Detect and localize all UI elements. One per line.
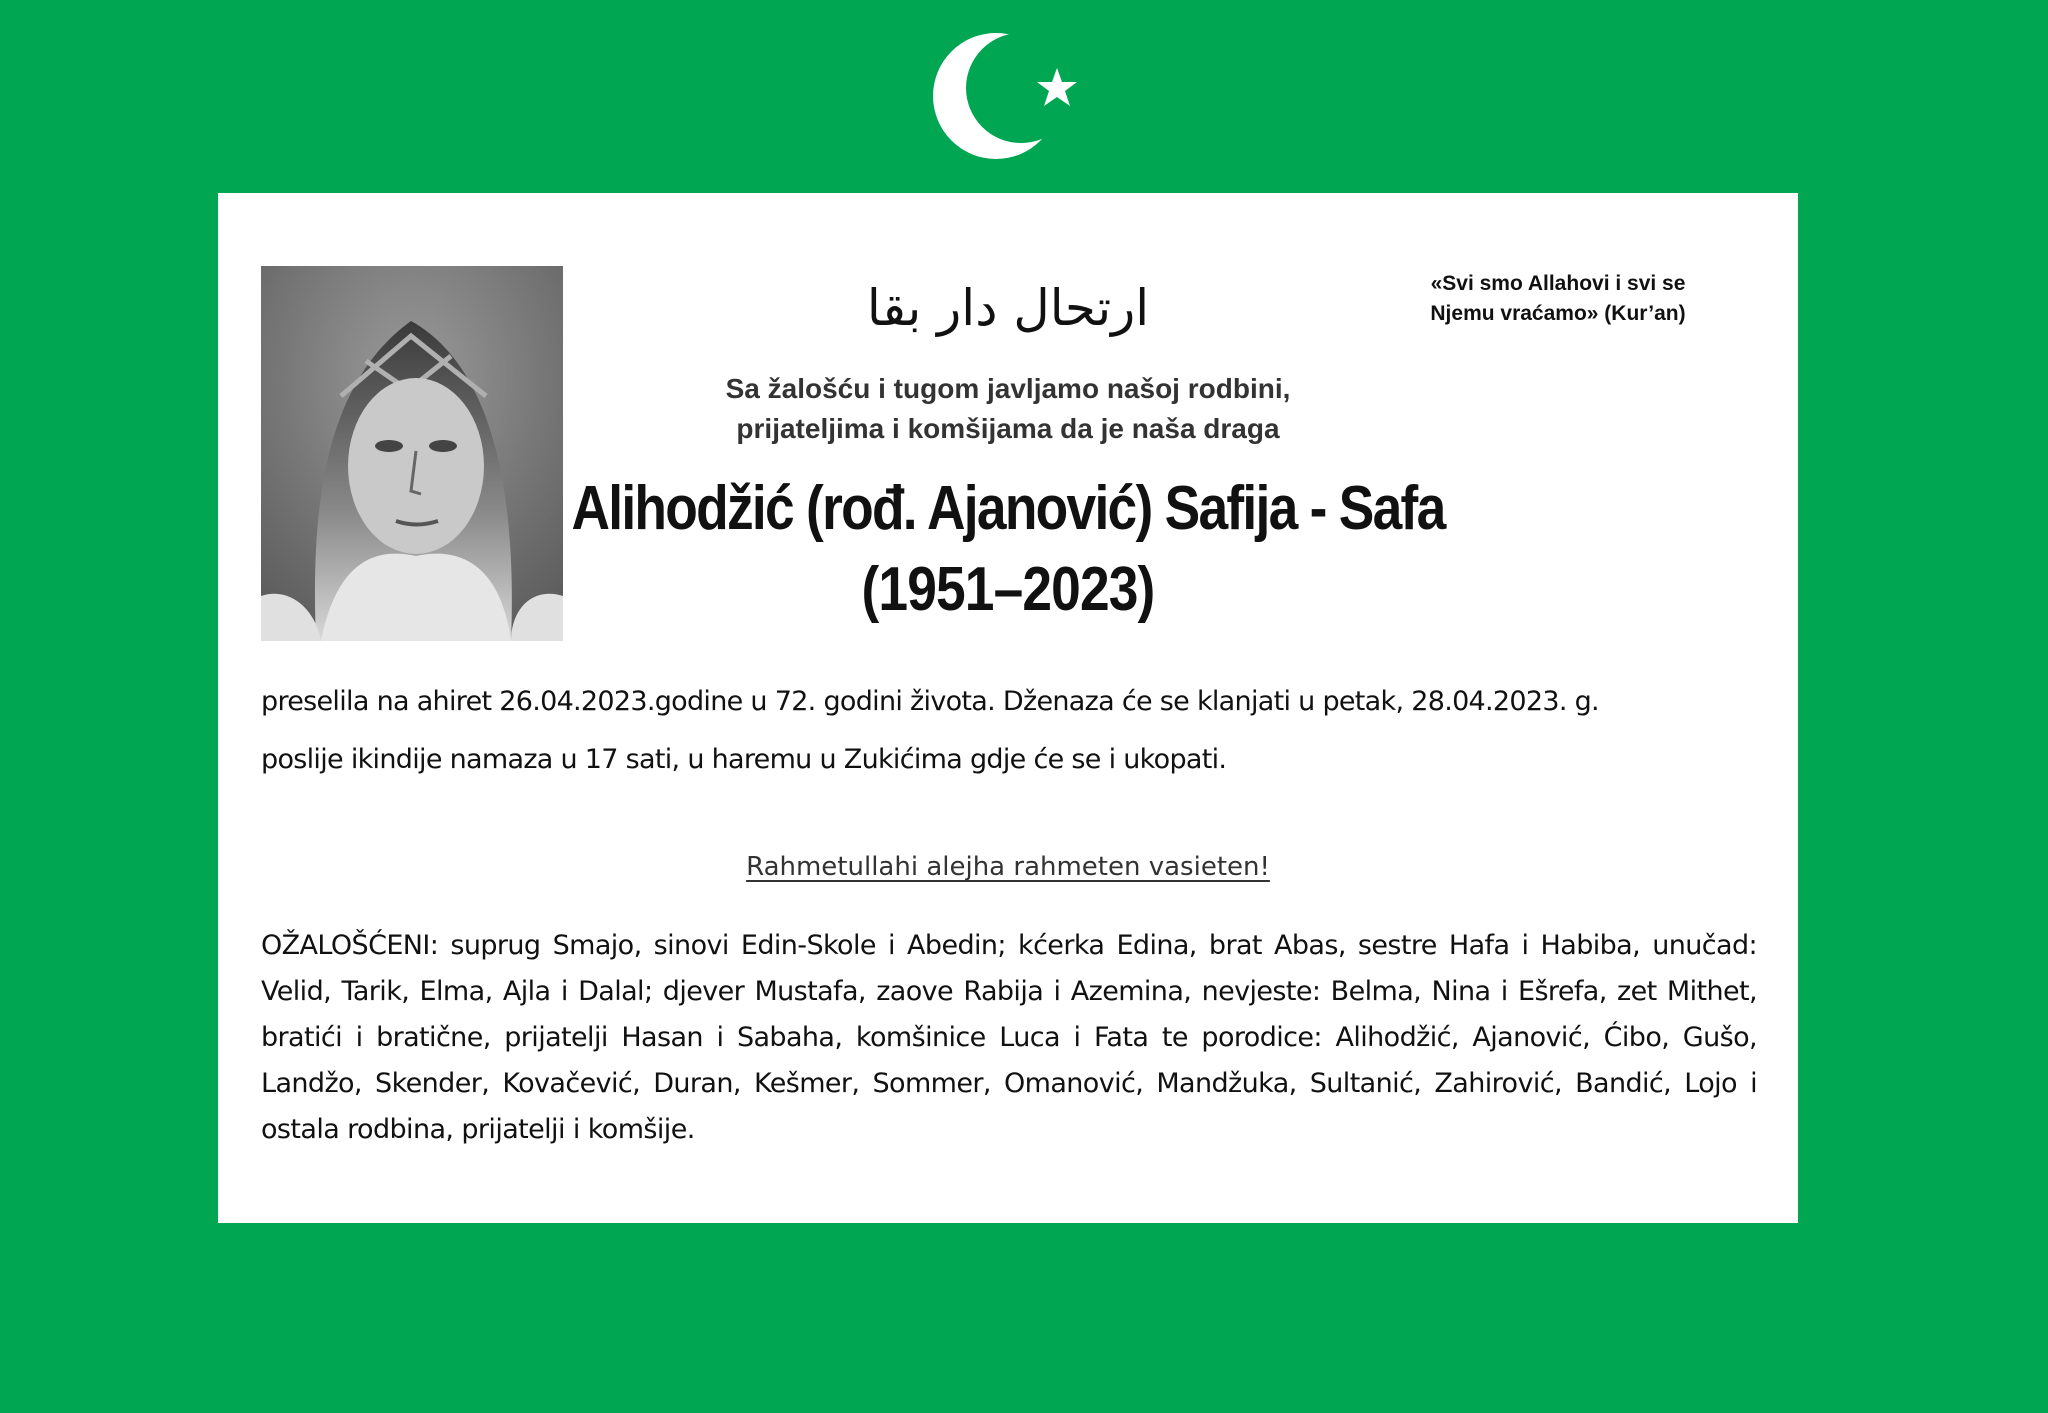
death-details-line: preselila na ahiret 26.04.2023.godine u 72. godini života. Dženaza će se klanjati u petak, 28.04.2023. g. <box>261 686 1599 717</box>
prayer-text: Rahmetullahi alejha rahmeten vasieten! <box>746 852 1270 882</box>
obituary-card <box>218 193 1798 1223</box>
death-details <box>261 673 1761 789</box>
life-years: (1951–2023) <box>861 555 1155 624</box>
announcement-intro <box>218 369 1798 449</box>
death-details-line: poslije ikindije namaza u 17 sati, u haremu u Zukićima gdje će se i ukopati. <box>261 744 1227 775</box>
crescent-and-star-icon <box>905 20 1095 170</box>
mourners-list: OŽALOŠĆENI: suprug Smajo, sinovi Edin-Skole i Abedin; kćerka Edina, brat Abas, sestre Hafa i Habiba, unučad: Velid, Tarik, Elma, Ajla i Dalal; djever Mustafa, zaove Rabija i Azemina, nevjeste: Belma, Nina i Ešrefa, zet Mithet, bratići i bratične, prijatelji Hasan i Sabaha, komšinice Luca i Fata te porodice: Alihodžić, Ajanović, Ćibo, Gušo, Landžo, Skender, Kovačević, Duran, Kešmer, Sommer, Omanović, Mandžuka, Sultanić, Zahirović, Bandić, Lojo i ostala rodbina, prijatelji i komšije. <box>261 930 1757 1145</box>
intro-line: prijateljima i komšijama da je naša draga <box>736 413 1280 444</box>
quran-quote-line: Njemu vraćamo» (Kur’an) <box>1430 302 1686 325</box>
deceased-name: Alihodžić (rođ. Ajanović) Safija - Safa <box>571 474 1445 543</box>
arabic-heading: ارتحال دار بقا <box>866 279 1150 337</box>
intro-line: Sa žalošću i tugom javljamo našoj rodbini, <box>725 373 1291 404</box>
prayer-line <box>218 847 1798 887</box>
quran-quote-line: «Svi smo Allahovi i svi se <box>1430 272 1686 295</box>
quran-quote <box>1348 269 1768 329</box>
